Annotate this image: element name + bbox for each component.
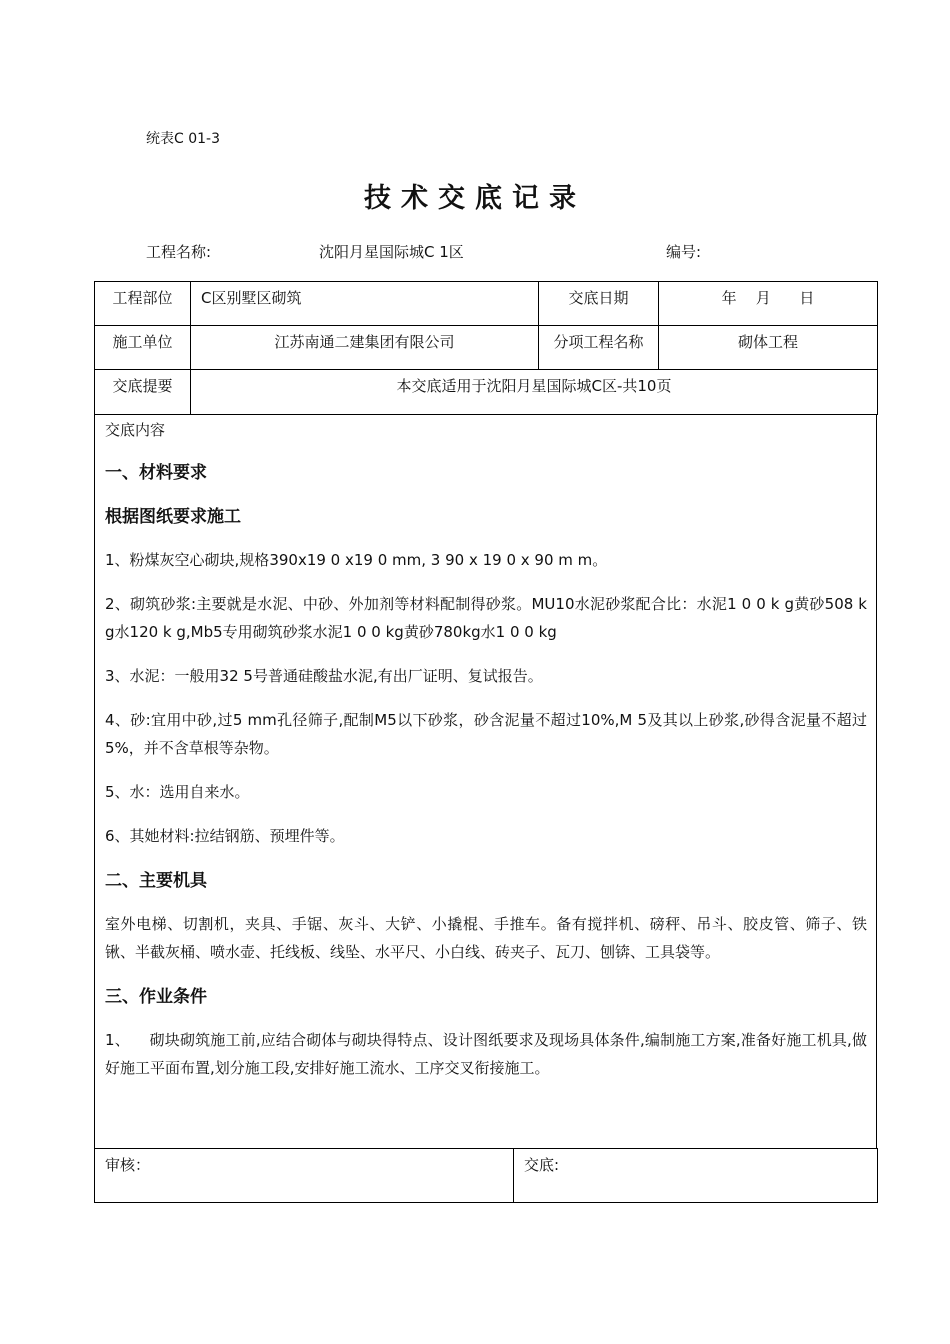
tools-text: 室外电梯、切割机，夹具、手锯、灰斗、大铲、小撬棍、手推车。备有搅拌机、磅秤、吊斗、胶皮管、筛子、铁锹、半截灰桶、喷水壶、托线板、线坠、水平尺、小白线、砖夹子、瓦刀、刨锛、工具袋等。 [105,915,867,961]
part-value-cell [191,282,539,326]
date-value: 年 月 日 [721,289,815,307]
date-label-cell [539,282,659,326]
header-table [94,281,878,415]
section-materials-title: 一、材料要求 [105,463,207,483]
section-conditions-title: 三、作业条件 [105,987,207,1007]
date-value-cell [659,282,878,326]
unit-label-cell [95,326,191,370]
material-item-2: 2、砌筑砂浆:主要就是水泥、中砂、外加剂等材料配制得砂浆。MU10水泥砂浆配合比：水泥1 0 0 k g黄砂508 k g水120 k g,Mb5专用砌筑砂浆水泥1 0 0 kg黄砂780kg水1 0 0 kg [105,595,867,641]
header-row-summary [95,370,878,415]
number-label: 编号: [666,243,702,261]
part-label-cell [95,282,191,326]
content-area [94,414,877,1148]
form-code: 统表C 01-3 [146,131,220,147]
review-label: 审核： [105,1156,151,1174]
material-item-5: 5、水：选用自来水。 [105,783,250,801]
subitem-label: 分项工程名称 [553,333,644,351]
subitem-label-cell [539,326,659,370]
header-row-unit [95,326,878,370]
content-label: 交底内容 [105,421,166,439]
review-cell [95,1149,514,1203]
condition-item-1: 1、 砌块砌筑施工前,应结合砌体与砌块得特点、设计图纸要求及现场具体条件,编制施工方案,准备好施工机具,做好施工平面布置,划分施工段,安排好施工流水、工序交叉衔接施工。 [105,1031,867,1077]
part-value: C区别墅区砌筑 [201,289,302,307]
project-name-label: 工程名称: [146,243,212,261]
summary-label: 交底提要 [112,377,173,395]
material-item-6: 6、其她材料:拉结钢筋、预埋件等。 [105,827,345,845]
section-tools-title: 二、主要机具 [105,871,207,891]
summary-label-cell [95,370,191,415]
document-title: 技术交底记录 [364,183,586,214]
material-item-1: 1、粉煤灰空心砌块,规格390x19 0 x19 0 mm, 3 90 x 19 0 x 90 m m。 [105,551,608,569]
signature-row [95,1149,878,1203]
section-materials-subtitle: 根据图纸要求施工 [105,507,241,527]
material-item-4: 4、砂:宜用中砂,过5 mm孔径筛子,配制M5以下砂浆，砂含泥量不超过10%,M 5及其以上砂浆,砂得含泥量不超过5%，并不含草根等杂物。 [105,711,867,757]
header-row-part [95,282,878,326]
date-label: 交底日期 [568,289,629,307]
unit-value: 江苏南通二建集团有限公司 [274,333,455,351]
summary-value: 本交底适用于沈阳月星国际城C区-共10页 [396,377,672,395]
signature-table [94,1148,878,1203]
unit-value-cell [191,326,539,370]
handover-label: 交底: [524,1156,560,1174]
summary-value-cell [191,370,878,415]
unit-label: 施工单位 [112,333,173,351]
project-name-value: 沈阳月星国际城C 1区 [319,243,464,261]
material-item-3: 3、水泥：一般用32 5号普通硅酸盐水泥,有出厂证明、复试报告。 [105,667,543,685]
subitem-value-cell [659,326,878,370]
handover-cell [514,1149,878,1203]
part-label: 工程部位 [112,289,173,307]
subitem-value: 砌体工程 [737,333,798,351]
